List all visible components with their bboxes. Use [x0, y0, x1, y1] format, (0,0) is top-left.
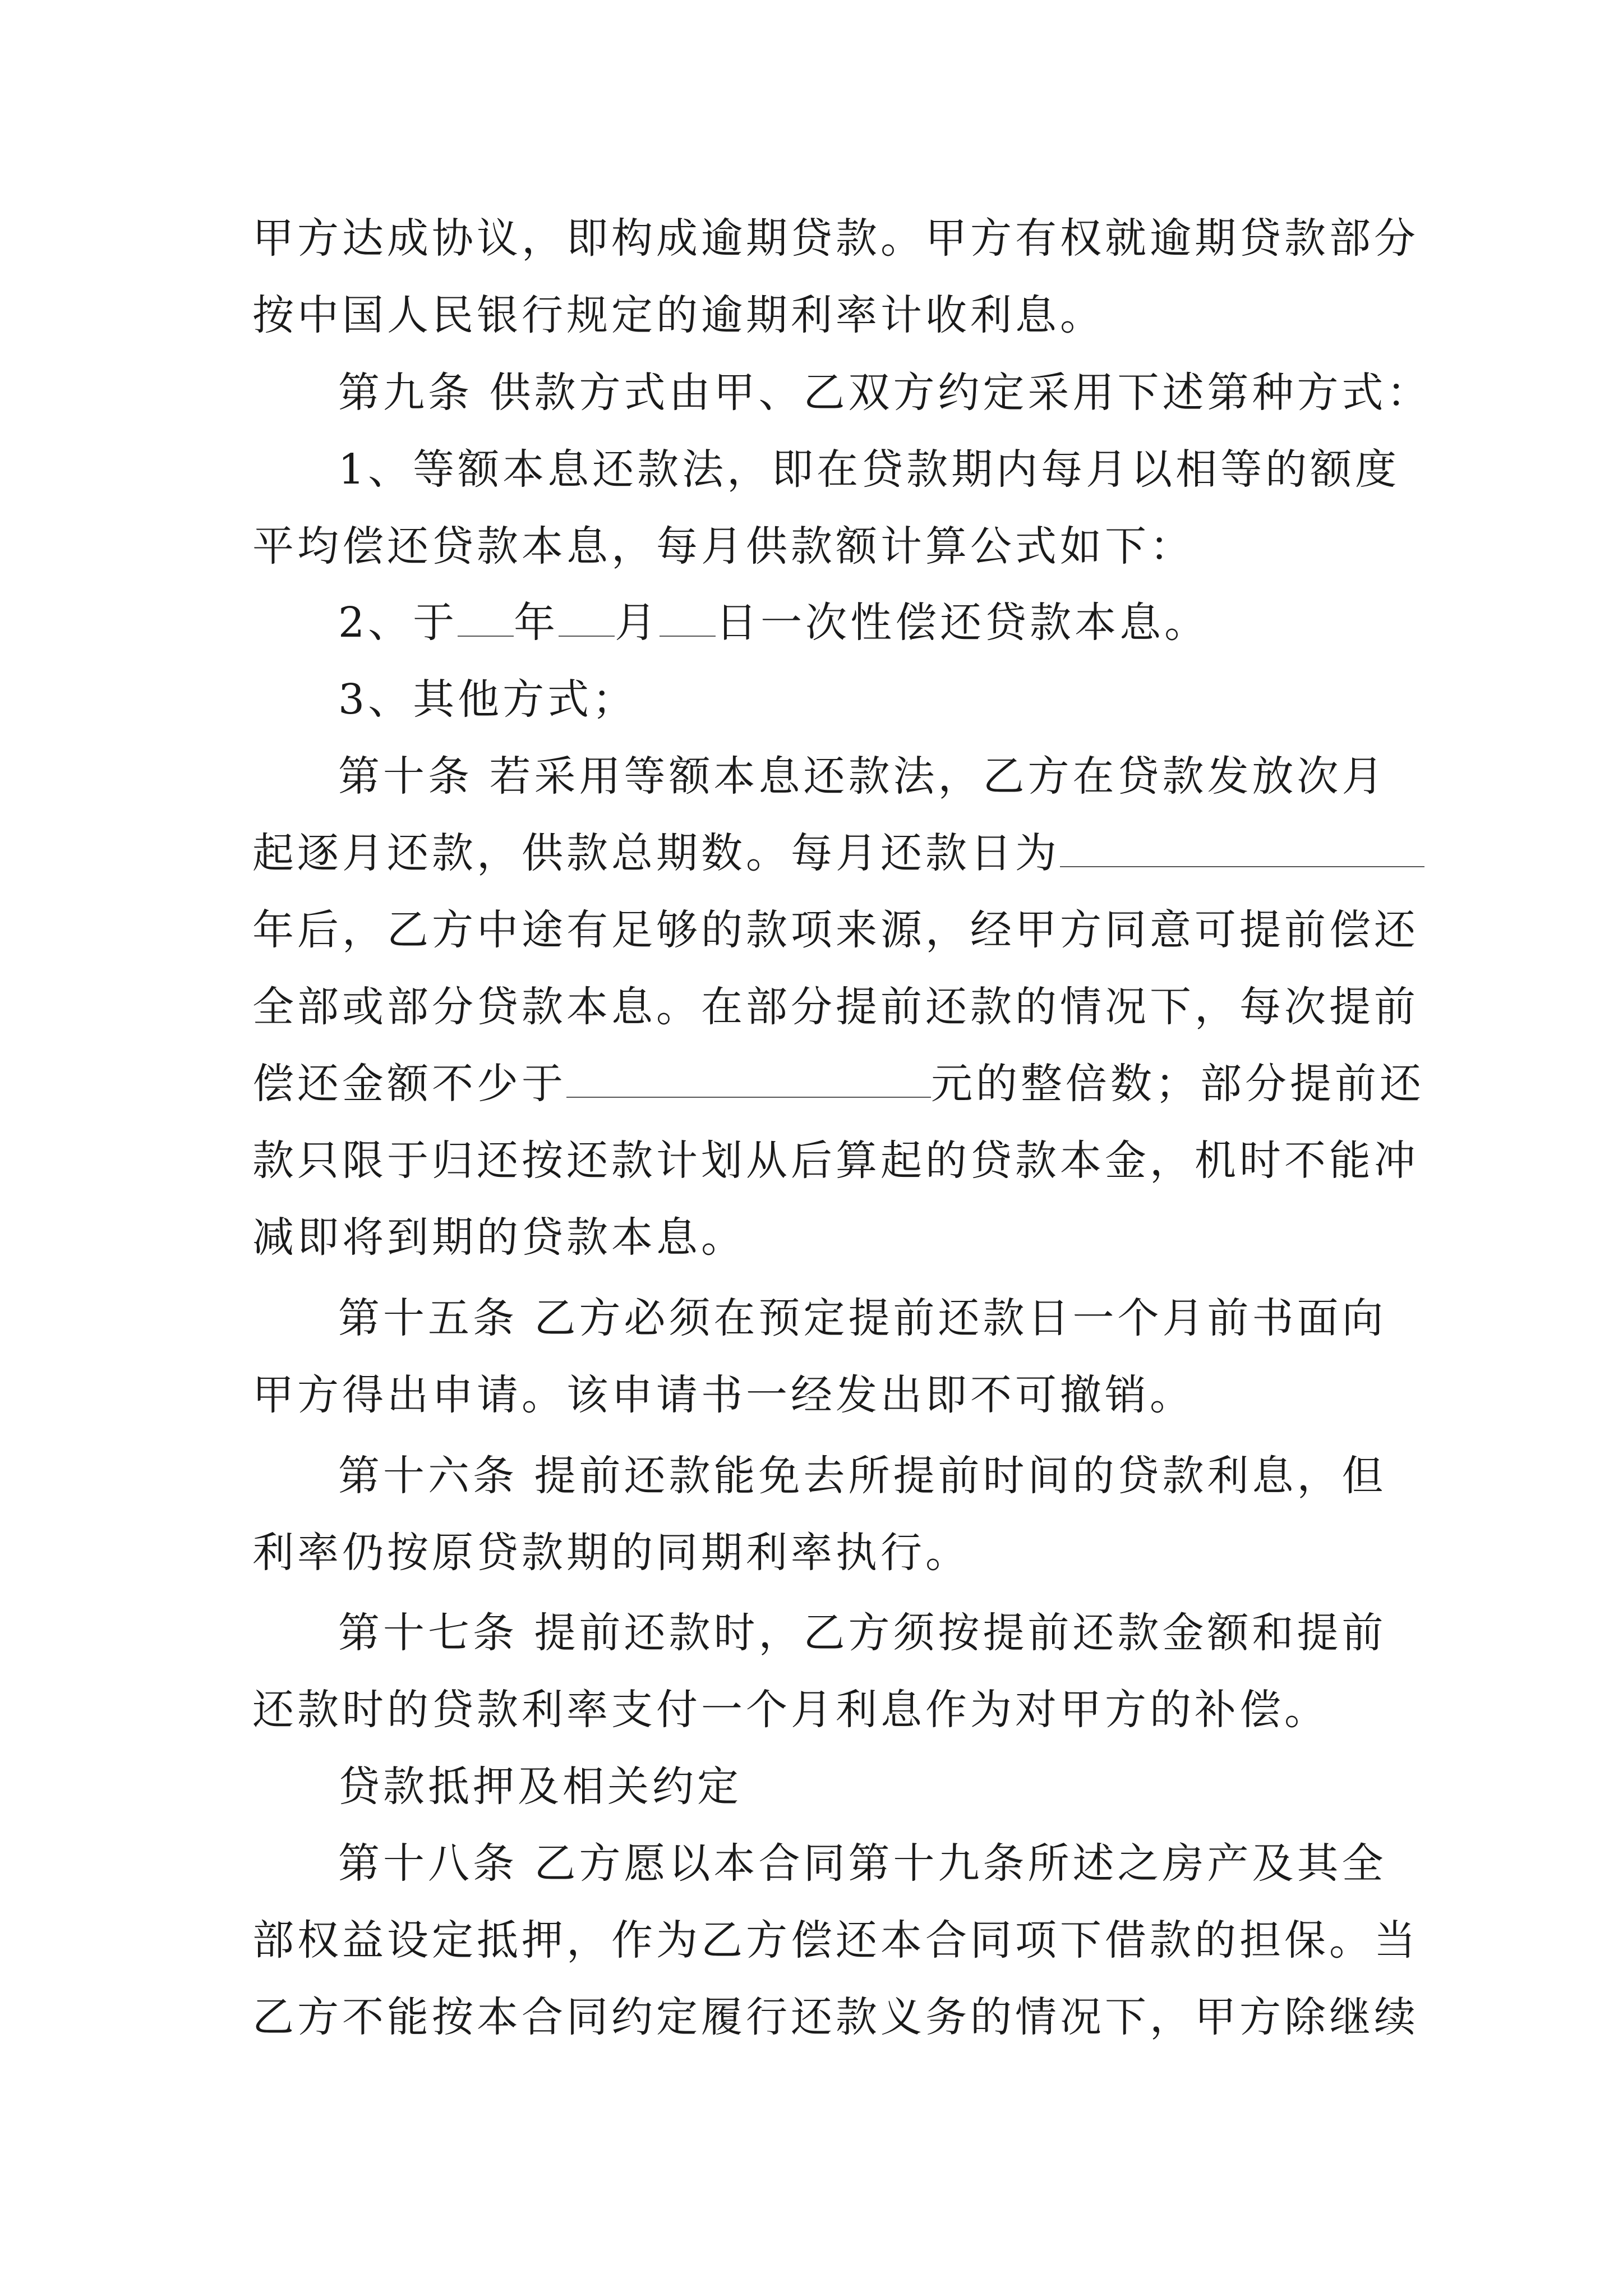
text-line: 利率仍按原贷款期的同期利率执行。	[252, 1529, 970, 1577]
text-fragment: 月	[615, 599, 660, 647]
text-line: 部权益设定抵押，作为乙方偿还本合同项下借款的担保。当	[252, 1916, 1419, 1964]
fill-in-blank-year[interactable]	[458, 602, 514, 637]
text-line: 平均偿还贷款本息，每月供款额计算公式如下：	[252, 522, 1195, 570]
text-line: 甲方达成协议，即构成逾期贷款。甲方有权就逾期贷款部分	[252, 214, 1419, 263]
clause-10-heading: 第十条 若采用等额本息还款法，乙方在贷款发放次月	[338, 752, 1387, 800]
fill-in-blank-month[interactable]	[559, 602, 615, 637]
text-fragment: 日一次性偿还贷款本息。	[716, 599, 1210, 647]
list-item-1: 1、等额本息还款法，即在贷款期内每月以相等的额度	[338, 445, 1400, 494]
list-item-2	[338, 595, 1209, 651]
clause-17-heading: 第十七条 提前还款时，乙方须按提前还款金额和提前	[338, 1609, 1387, 1657]
fill-in-blank-amount[interactable]	[566, 1063, 931, 1098]
text-line: 乙方不能按本合同约定履行还款义务的情况下，甲方除继续	[252, 1993, 1419, 2041]
clause-9-heading: 第九条 供款方式由甲、乙双方约定采用下述第种方式：	[338, 369, 1432, 417]
text-line: 款只限于归还按还款计划从后算起的贷款本金，机时不能冲	[252, 1137, 1419, 1185]
list-item-3: 3、其他方式；	[338, 675, 638, 724]
text-line: 甲方得出申请。该申请书一经发出即不可撤销。	[252, 1371, 1195, 1419]
clause-18-heading: 第十八条 乙方愿以本合同第十九条所述之房产及其全	[338, 1839, 1387, 1888]
text-line	[252, 825, 1424, 881]
text-fragment: 年	[514, 599, 559, 647]
text-fragment: 2、于	[338, 599, 458, 647]
fill-in-blank-repayment-day[interactable]	[1060, 832, 1424, 867]
section-heading: 贷款抵押及相关约定	[338, 1763, 742, 1811]
text-line: 减即将到期的贷款本息。	[252, 1213, 746, 1262]
text-line	[252, 1056, 1424, 1112]
text-line: 全部或部分贷款本息。在部分提前还款的情况下，每次提前	[252, 983, 1419, 1031]
text-fragment: 元的整倍数；部分提前还	[931, 1060, 1424, 1108]
text-line: 还款时的贷款利率支付一个月利息作为对甲方的补偿。	[252, 1686, 1329, 1734]
text-line: 年后，乙方中途有足够的款项来源，经甲方同意可提前偿还	[252, 906, 1419, 954]
text-fragment: 起逐月还款，供款总期数。每月还款日为	[252, 829, 1060, 877]
fill-in-blank-day[interactable]	[660, 602, 716, 637]
clause-15-heading: 第十五条 乙方必须在预定提前还款日一个月前书面向	[338, 1294, 1387, 1342]
text-line: 按中国人民银行规定的逾期利率计收利息。	[252, 291, 1105, 339]
clause-16-heading: 第十六条 提前还款能免去所提前时间的贷款利息，但	[338, 1452, 1387, 1500]
text-fragment: 偿还金额不少于	[252, 1060, 566, 1108]
